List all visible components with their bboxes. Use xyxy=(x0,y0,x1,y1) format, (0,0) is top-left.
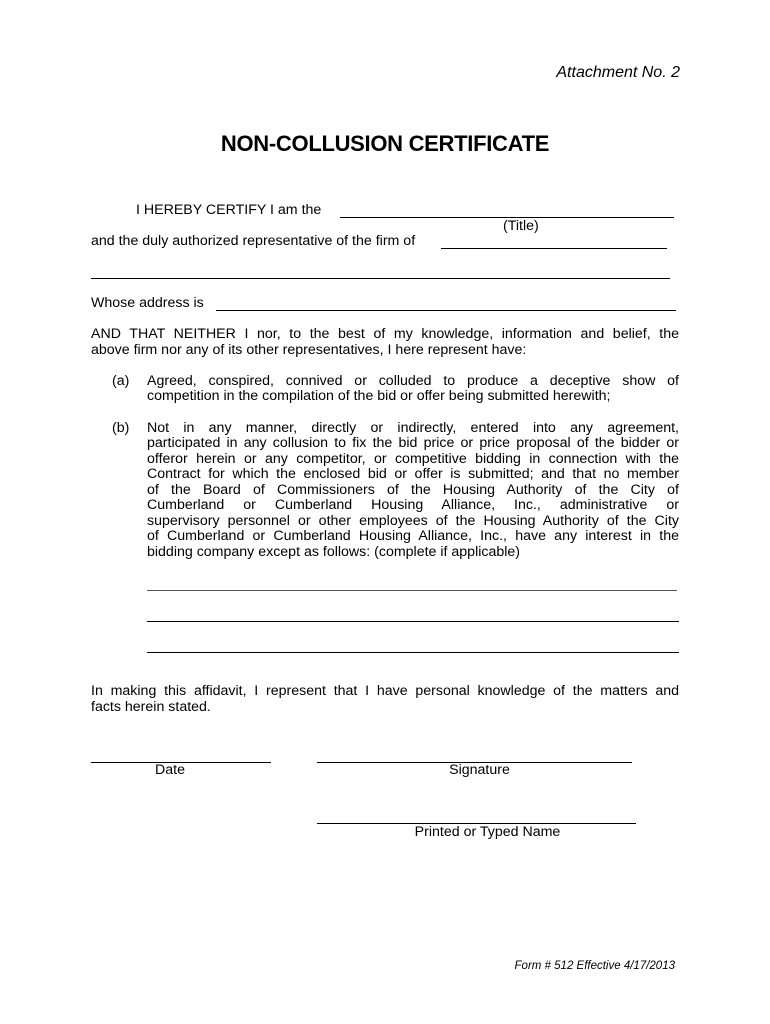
attachment-label: Attachment No. 2 xyxy=(556,64,680,81)
item-a-line: Agreed, conspired, connived or colluded to produce a deceptive show of xyxy=(147,373,679,389)
address-field[interactable] xyxy=(216,310,676,311)
item-b-line: Not in any manner, directly or indirectly, entered into any agreement, xyxy=(147,420,679,436)
certify-label: I HEREBY CERTIFY I am the xyxy=(136,202,322,218)
title-caption: (Title) xyxy=(503,218,539,234)
item-b-line: Cumberland or Cumberland Housing Alliance, Inc., administrative or xyxy=(147,497,679,513)
date-label: Date xyxy=(155,762,185,778)
item-a-marker: (a) xyxy=(112,373,130,389)
exception-line-2[interactable] xyxy=(147,621,679,622)
document-title: NON-COLLUSION CERTIFICATE xyxy=(220,131,550,156)
firm-name-field[interactable] xyxy=(441,248,667,249)
and-that-line-2: above firm nor any of its other representatives, I here represent have: xyxy=(91,342,527,358)
address-label: Whose address is xyxy=(91,295,204,311)
item-b-line: of the Board of Commissioners of the Housing Authority of the City of xyxy=(147,482,679,498)
item-b-line: participated in any collusion to fix the bid price or price proposal of the bidder or xyxy=(147,435,679,451)
printed-name-label: Printed or Typed Name xyxy=(414,824,561,840)
exception-line-3[interactable] xyxy=(147,652,679,653)
item-b-line: Contract for which the enclosed bid or offer is submitted; and that no member xyxy=(147,466,679,482)
item-b-line: bidding company except as follows: (complete if applicable) xyxy=(147,544,521,560)
exception-line-1[interactable] xyxy=(147,590,677,591)
item-b-line: of Cumberland or Cumberland Housing Alliance, Inc., have any interest in the xyxy=(147,528,679,544)
item-b-marker: (b) xyxy=(112,420,130,436)
firm-label: and the duly authorized representative of the firm of xyxy=(91,233,416,249)
item-b-line: supervisory personnel or other employees of the Housing Authority of the City xyxy=(147,513,679,529)
item-a-line: competition in the compilation of the bid or offer being submitted herewith; xyxy=(147,388,611,404)
form-footer: Form # 512 Effective 4/17/2013 xyxy=(514,960,675,972)
item-b-line: offeror herein or any competitor, or competitive bidding in connection with the xyxy=(147,451,679,467)
affidavit-line-2: facts herein stated. xyxy=(91,699,211,715)
signature-label: Signature xyxy=(449,762,510,778)
firm-name-continuation-field[interactable] xyxy=(91,278,670,279)
and-that-line-1: AND THAT NEITHER I nor, to the best of my knowledge, information and belief, the xyxy=(91,326,679,342)
affidavit-line-1: In making this affidavit, I represent that I have personal knowledge of the matters and xyxy=(91,683,679,699)
